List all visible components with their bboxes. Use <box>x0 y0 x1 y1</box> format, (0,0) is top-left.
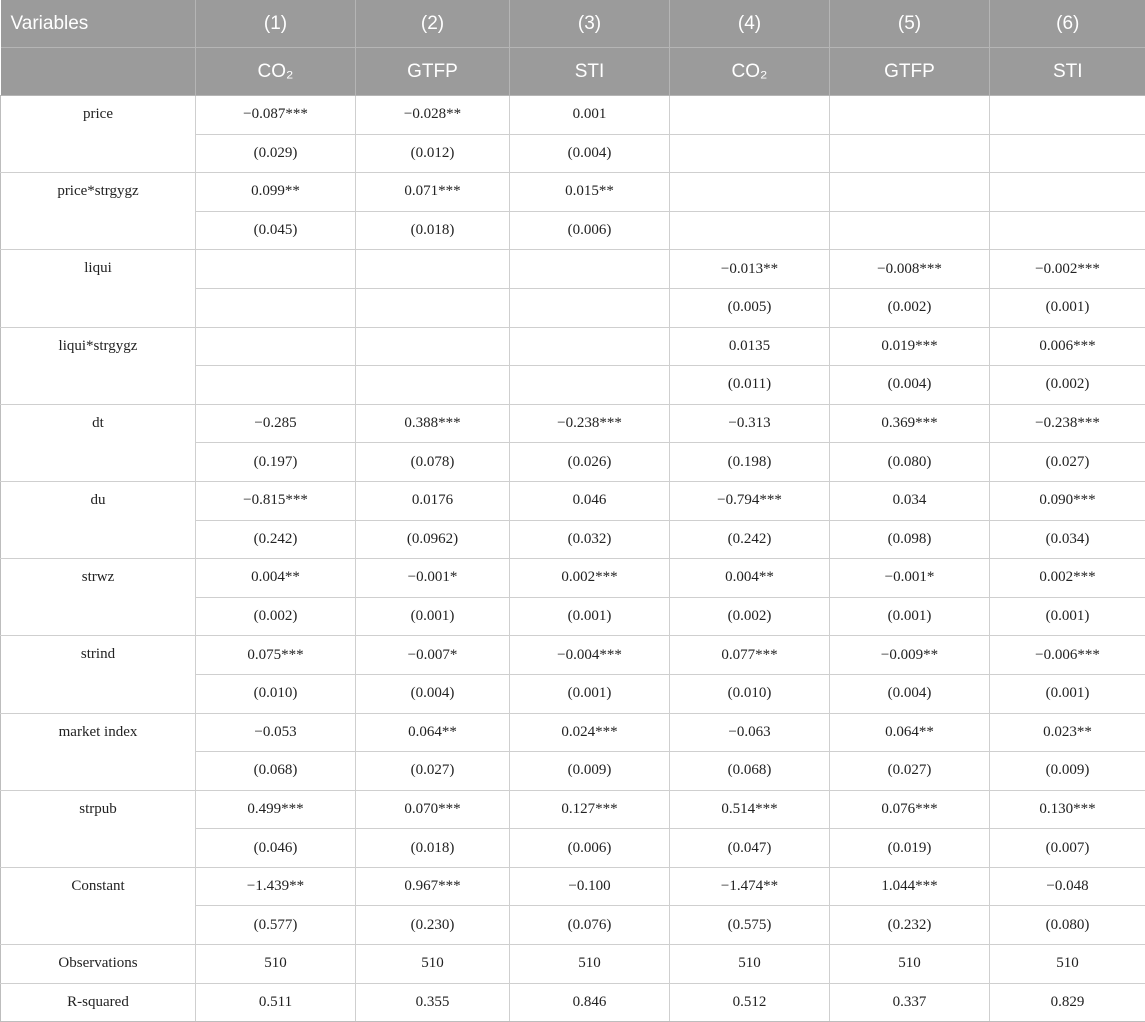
coefficient-cell <box>990 173 1145 212</box>
coefficient-cell: 0.024*** <box>510 713 670 752</box>
coefficient-cell <box>510 250 670 289</box>
header-blank <box>1 48 196 96</box>
coefficient-cell: −0.001* <box>356 559 510 598</box>
table-row <box>1 983 1145 1022</box>
table-body <box>1 96 1145 1022</box>
stat-value: 510 <box>830 945 990 984</box>
table-row <box>1 481 1145 520</box>
coefficient-cell: 0.0135 <box>670 327 830 366</box>
std-error-cell <box>196 288 356 327</box>
std-error-cell: (0.002) <box>670 597 830 636</box>
table-row <box>1 173 1145 212</box>
std-error-cell: (0.080) <box>830 443 990 482</box>
std-error-cell: (0.034) <box>990 520 1145 559</box>
std-error-cell: (0.007) <box>990 829 1145 868</box>
coefficient-cell: 0.499*** <box>196 790 356 829</box>
std-error-cell: (0.010) <box>196 674 356 713</box>
coefficient-cell: 0.004** <box>670 559 830 598</box>
std-error-cell: (0.010) <box>670 674 830 713</box>
std-error-cell <box>830 211 990 250</box>
coefficient-cell: −0.285 <box>196 404 356 443</box>
coefficient-cell: 0.034 <box>830 481 990 520</box>
std-error-cell: (0.018) <box>356 211 510 250</box>
std-error-cell: (0.068) <box>196 752 356 791</box>
coefficient-cell: −0.002*** <box>990 250 1145 289</box>
std-error-cell: (0.004) <box>830 674 990 713</box>
variable-name: du <box>1 481 196 558</box>
header-col: (2) <box>356 0 510 48</box>
header-variables: Variables <box>1 0 196 48</box>
std-error-cell: (0.027) <box>990 443 1145 482</box>
std-error-cell: (0.001) <box>990 674 1145 713</box>
coefficient-cell: 0.090*** <box>990 481 1145 520</box>
stat-value: 510 <box>510 945 670 984</box>
std-error-cell: (0.005) <box>670 288 830 327</box>
coefficient-cell: −0.238*** <box>990 404 1145 443</box>
coefficient-cell: 0.388*** <box>356 404 510 443</box>
coefficient-cell: −0.053 <box>196 713 356 752</box>
std-error-cell <box>830 134 990 173</box>
stat-name: Observations <box>1 945 196 984</box>
header-dep: STI <box>510 48 670 96</box>
coefficient-cell: −0.004*** <box>510 636 670 675</box>
std-error-cell: (0.012) <box>356 134 510 173</box>
variable-name: liqui <box>1 250 196 327</box>
variable-name: Constant <box>1 867 196 944</box>
coefficient-cell: 0.127*** <box>510 790 670 829</box>
std-error-cell: (0.001) <box>510 597 670 636</box>
std-error-cell: (0.577) <box>196 906 356 945</box>
std-error-cell: (0.001) <box>510 674 670 713</box>
header-dep: GTFP <box>830 48 990 96</box>
header-dep: CO₂ <box>670 48 830 96</box>
coefficient-cell: −0.001* <box>830 559 990 598</box>
variable-name: strwz <box>1 559 196 636</box>
header-dep: STI <box>990 48 1145 96</box>
coefficient-cell: 0.019*** <box>830 327 990 366</box>
coefficient-cell: −0.063 <box>670 713 830 752</box>
coefficient-cell: 0.015** <box>510 173 670 212</box>
std-error-cell: (0.004) <box>830 366 990 405</box>
header-row-dependent <box>1 48 1145 96</box>
coefficient-cell: −0.009** <box>830 636 990 675</box>
coefficient-cell: 0.046 <box>510 481 670 520</box>
header-col: (1) <box>196 0 356 48</box>
std-error-cell: (0.198) <box>670 443 830 482</box>
coefficient-cell: 0.001 <box>510 96 670 135</box>
coefficient-cell: 0.004** <box>196 559 356 598</box>
std-error-cell <box>670 211 830 250</box>
table-row <box>1 559 1145 598</box>
std-error-cell: (0.029) <box>196 134 356 173</box>
stat-value: 0.355 <box>356 983 510 1022</box>
stat-value: 0.829 <box>990 983 1145 1022</box>
std-error-cell: (0.002) <box>196 597 356 636</box>
coefficient-cell: −0.794*** <box>670 481 830 520</box>
variable-name: strpub <box>1 790 196 867</box>
std-error-cell <box>356 366 510 405</box>
coefficient-cell: 0.0176 <box>356 481 510 520</box>
coefficient-cell: 0.130*** <box>990 790 1145 829</box>
std-error-cell: (0.001) <box>990 597 1145 636</box>
std-error-cell: (0.001) <box>990 288 1145 327</box>
header-col: (6) <box>990 0 1145 48</box>
stat-value: 0.337 <box>830 983 990 1022</box>
coefficient-cell: −0.007* <box>356 636 510 675</box>
std-error-cell: (0.080) <box>990 906 1145 945</box>
std-error-cell: (0.0962) <box>356 520 510 559</box>
coefficient-cell: 0.023** <box>990 713 1145 752</box>
std-error-cell: (0.004) <box>510 134 670 173</box>
stat-value: 0.511 <box>196 983 356 1022</box>
variable-name: market index <box>1 713 196 790</box>
table-row <box>1 867 1145 906</box>
header-dep: GTFP <box>356 48 510 96</box>
std-error-cell: (0.009) <box>510 752 670 791</box>
variable-name: price*strgygz <box>1 173 196 250</box>
coefficient-cell: 0.075*** <box>196 636 356 675</box>
coefficient-cell: −0.815*** <box>196 481 356 520</box>
header-col: (3) <box>510 0 670 48</box>
coefficient-cell: −0.100 <box>510 867 670 906</box>
coefficient-cell: 0.064** <box>830 713 990 752</box>
coefficient-cell: −0.028** <box>356 96 510 135</box>
coefficient-cell: −0.048 <box>990 867 1145 906</box>
std-error-cell: (0.002) <box>830 288 990 327</box>
std-error-cell: (0.242) <box>670 520 830 559</box>
coefficient-cell <box>356 327 510 366</box>
coefficient-cell: 0.369*** <box>830 404 990 443</box>
std-error-cell: (0.004) <box>356 674 510 713</box>
coefficient-cell: 0.002*** <box>510 559 670 598</box>
std-error-cell: (0.001) <box>830 597 990 636</box>
table-row <box>1 713 1145 752</box>
std-error-cell <box>196 366 356 405</box>
coefficient-cell <box>670 96 830 135</box>
std-error-cell: (0.019) <box>830 829 990 868</box>
coefficient-cell <box>830 96 990 135</box>
std-error-cell: (0.575) <box>670 906 830 945</box>
coefficient-cell: −0.313 <box>670 404 830 443</box>
coefficient-cell: −0.087*** <box>196 96 356 135</box>
std-error-cell <box>510 288 670 327</box>
header-dep: CO₂ <box>196 48 356 96</box>
coefficient-cell <box>830 173 990 212</box>
coefficient-cell: 0.002*** <box>990 559 1145 598</box>
table-row <box>1 636 1145 675</box>
std-error-cell: (0.197) <box>196 443 356 482</box>
coefficient-cell <box>990 96 1145 135</box>
coefficient-cell: −1.439** <box>196 867 356 906</box>
coefficient-cell: −1.474** <box>670 867 830 906</box>
std-error-cell <box>670 134 830 173</box>
coefficient-cell: −0.013** <box>670 250 830 289</box>
std-error-cell: (0.232) <box>830 906 990 945</box>
std-error-cell: (0.047) <box>670 829 830 868</box>
std-error-cell: (0.006) <box>510 211 670 250</box>
std-error-cell: (0.018) <box>356 829 510 868</box>
std-error-cell: (0.011) <box>670 366 830 405</box>
std-error-cell <box>510 366 670 405</box>
stat-value: 510 <box>356 945 510 984</box>
table-row <box>1 790 1145 829</box>
coefficient-cell <box>670 173 830 212</box>
stat-value: 510 <box>196 945 356 984</box>
coefficient-cell: −0.006*** <box>990 636 1145 675</box>
std-error-cell: (0.001) <box>356 597 510 636</box>
table-row <box>1 404 1145 443</box>
coefficient-cell <box>196 327 356 366</box>
std-error-cell: (0.002) <box>990 366 1145 405</box>
std-error-cell: (0.006) <box>510 829 670 868</box>
table-row <box>1 945 1145 984</box>
std-error-cell: (0.068) <box>670 752 830 791</box>
coefficient-cell <box>356 250 510 289</box>
std-error-cell: (0.045) <box>196 211 356 250</box>
stat-value: 0.512 <box>670 983 830 1022</box>
std-error-cell <box>356 288 510 327</box>
stat-value: 510 <box>670 945 830 984</box>
variable-name: strind <box>1 636 196 713</box>
std-error-cell: (0.046) <box>196 829 356 868</box>
std-error-cell: (0.009) <box>990 752 1145 791</box>
table-row <box>1 250 1145 289</box>
header-row-columns <box>1 0 1145 48</box>
coefficient-cell: 0.077*** <box>670 636 830 675</box>
std-error-cell <box>990 134 1145 173</box>
variable-name: price <box>1 96 196 173</box>
variable-name: dt <box>1 404 196 481</box>
coefficient-cell: −0.008*** <box>830 250 990 289</box>
coefficient-cell: 0.071*** <box>356 173 510 212</box>
std-error-cell: (0.076) <box>510 906 670 945</box>
std-error-cell <box>990 211 1145 250</box>
header-col: (4) <box>670 0 830 48</box>
std-error-cell: (0.230) <box>356 906 510 945</box>
stat-value: 0.846 <box>510 983 670 1022</box>
std-error-cell: (0.032) <box>510 520 670 559</box>
coefficient-cell: 0.076*** <box>830 790 990 829</box>
std-error-cell: (0.027) <box>356 752 510 791</box>
std-error-cell: (0.027) <box>830 752 990 791</box>
coefficient-cell: 0.099** <box>196 173 356 212</box>
coefficient-cell: 0.967*** <box>356 867 510 906</box>
table-row <box>1 96 1145 135</box>
header-col: (5) <box>830 0 990 48</box>
coefficient-cell: 0.064** <box>356 713 510 752</box>
std-error-cell: (0.242) <box>196 520 356 559</box>
stat-value: 510 <box>990 945 1145 984</box>
coefficient-cell: 0.070*** <box>356 790 510 829</box>
stat-name: R-squared <box>1 983 196 1022</box>
coefficient-cell <box>196 250 356 289</box>
std-error-cell: (0.078) <box>356 443 510 482</box>
std-error-cell: (0.026) <box>510 443 670 482</box>
variable-name: liqui*strgygz <box>1 327 196 404</box>
std-error-cell: (0.098) <box>830 520 990 559</box>
coefficient-cell: 0.514*** <box>670 790 830 829</box>
table-row <box>1 327 1145 366</box>
coefficient-cell: −0.238*** <box>510 404 670 443</box>
coefficient-cell <box>510 327 670 366</box>
coefficient-cell: 0.006*** <box>990 327 1145 366</box>
coefficient-cell: 1.044*** <box>830 867 990 906</box>
